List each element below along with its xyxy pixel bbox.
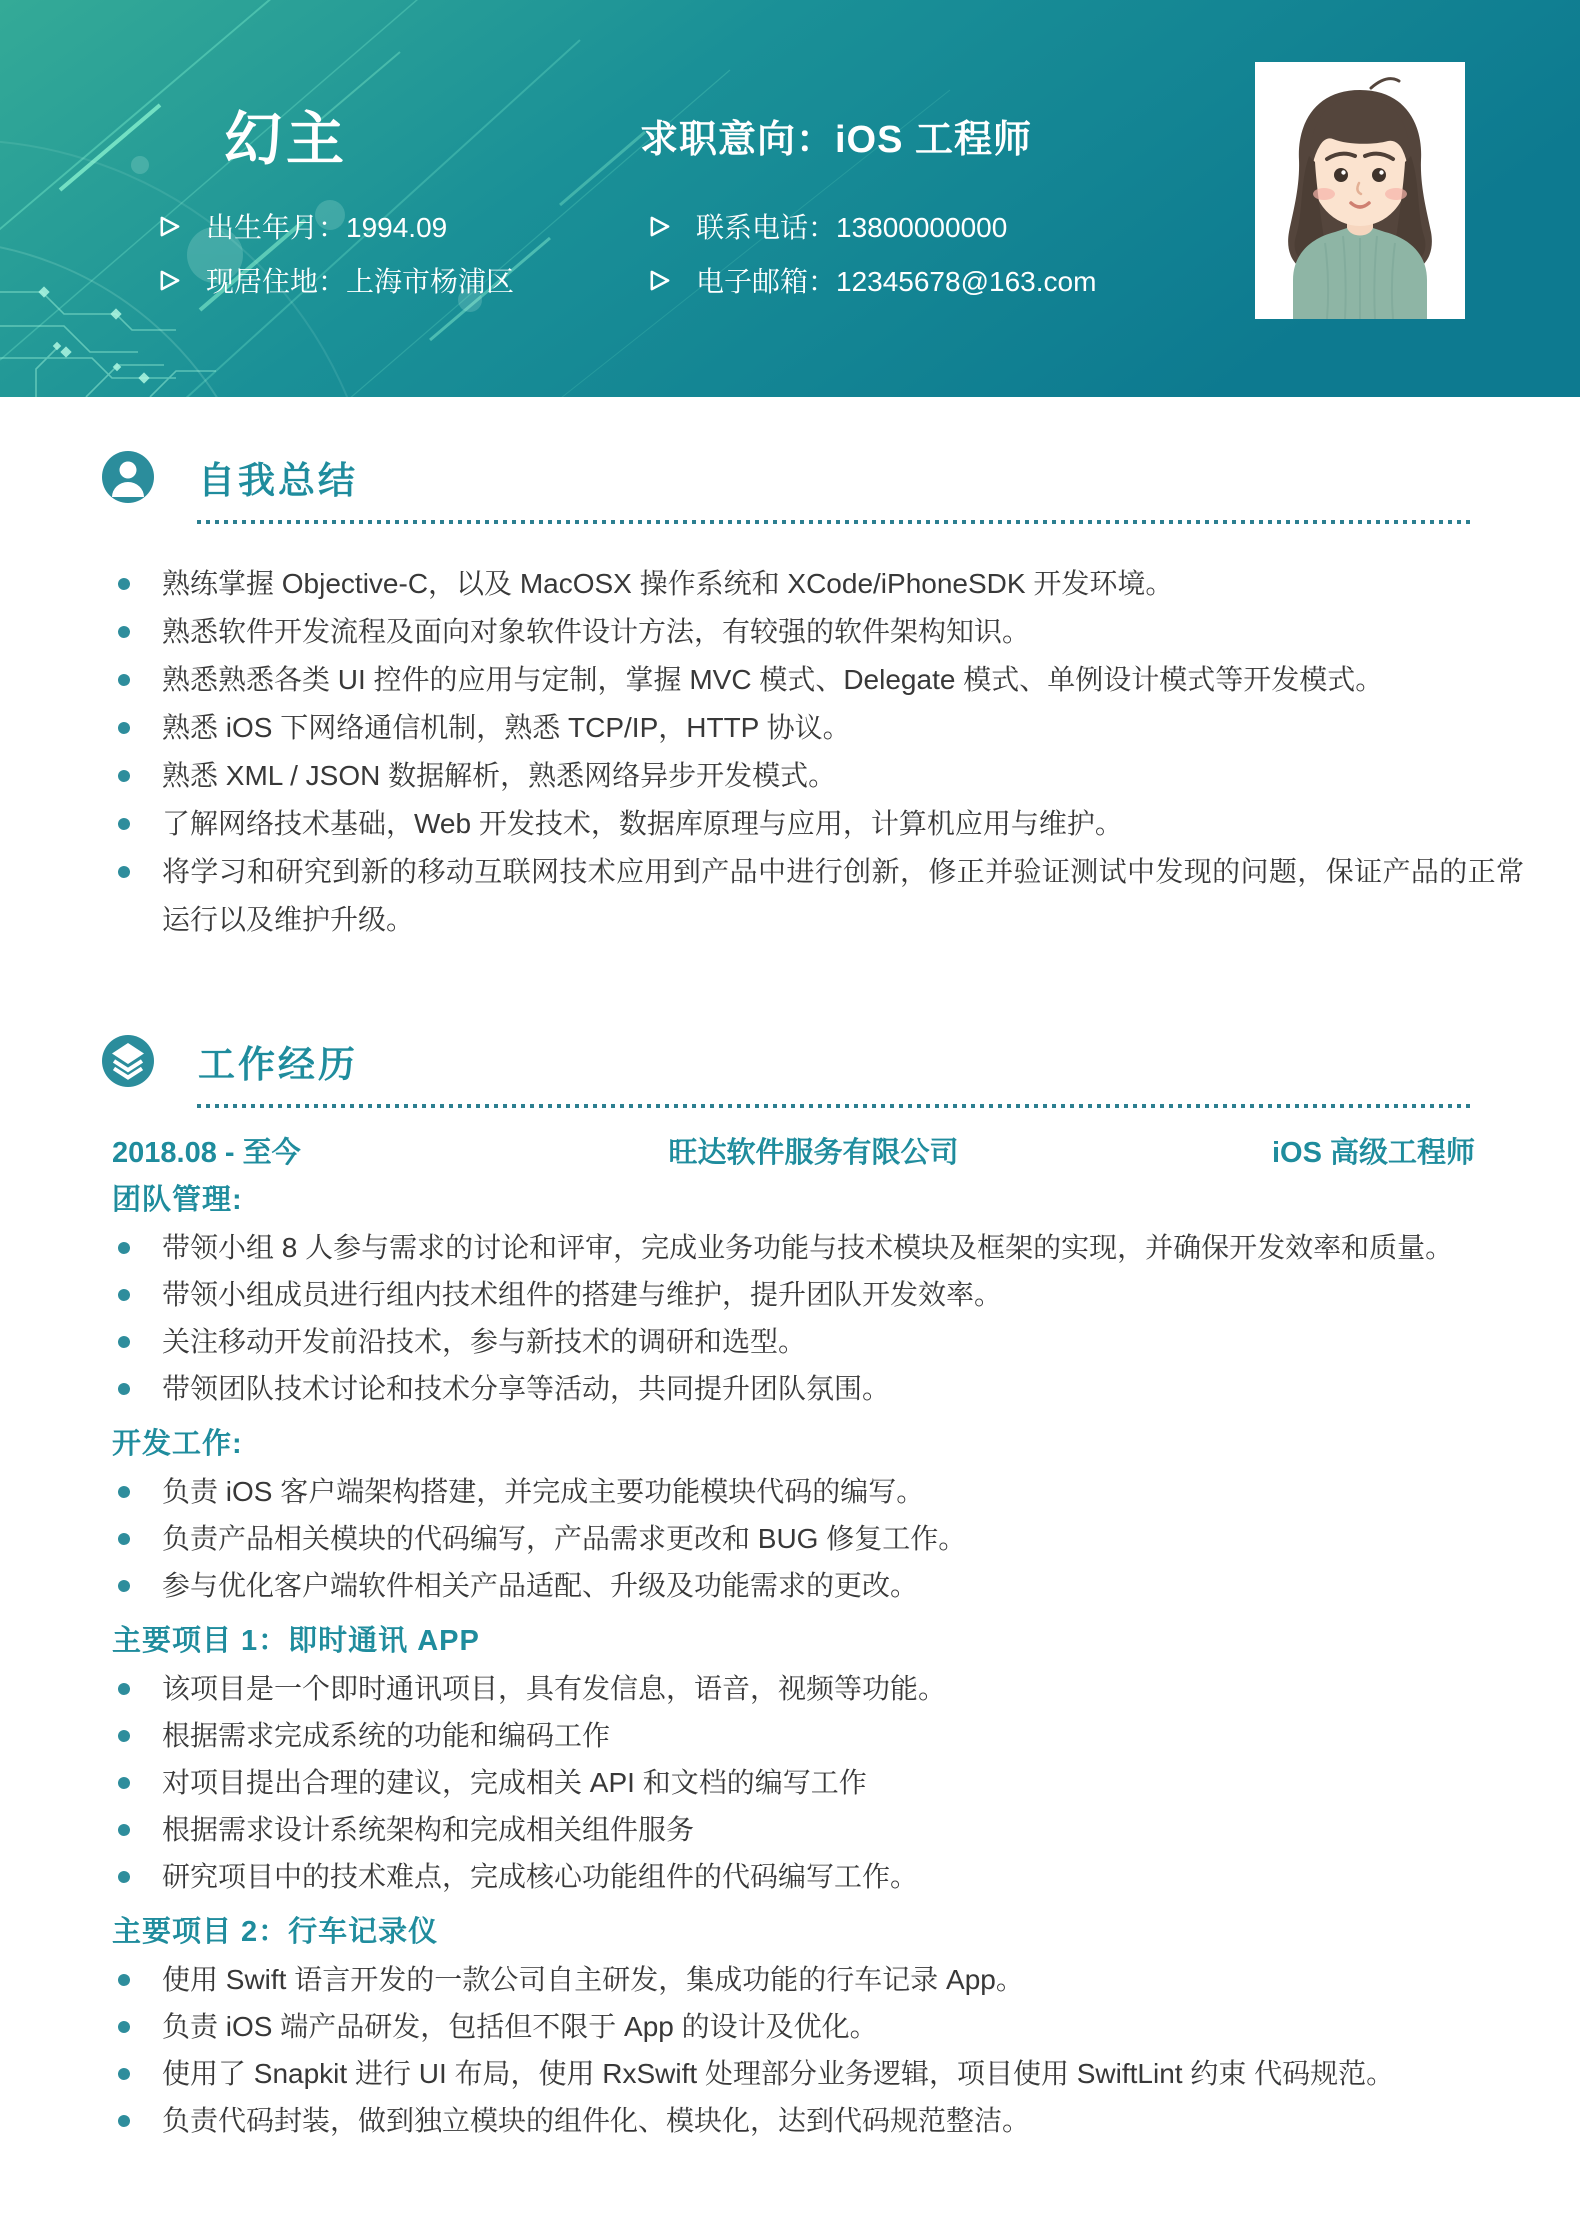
list-item: 将学习和研究到新的移动互联网技术应用到产品中进行创新，修正并验证测试中发现的问题，保证产品的正常运行以及维护升级。 bbox=[162, 848, 1524, 944]
info-item-phone bbox=[647, 206, 1096, 246]
list-item: 带领团队技术讨论和技术分享等活动，共同提升团队氛围。 bbox=[162, 1365, 1524, 1412]
list-item: 使用 Swift 语言开发的一款公司自主研发，集成功能的行车记录 App。 bbox=[162, 1956, 1524, 2003]
candidate-name: 幻主 bbox=[224, 107, 349, 172]
person-icon bbox=[102, 451, 154, 503]
list-item: 熟练掌握 Objective-C，以及 MacOSX 操作系统和 XCode/iPhoneSDK 开发环境。 bbox=[162, 560, 1524, 608]
project2-bullet-list bbox=[0, 1956, 1580, 2144]
dotted-divider bbox=[197, 520, 1470, 524]
arrow-right-icon bbox=[157, 268, 182, 293]
group-heading-project1: 主要项目 1：即时通讯 APP bbox=[112, 1625, 480, 1657]
contact-info bbox=[157, 206, 1096, 300]
info-text: 出生年月：1994.09 bbox=[206, 212, 448, 243]
avatar-illustration bbox=[1255, 62, 1465, 319]
work-meta-row bbox=[112, 1130, 1475, 1177]
list-item: 熟悉软件开发流程及面向对象软件设计方法，有较强的软件架构知识。 bbox=[162, 608, 1524, 656]
info-text: 联系电话：13800000000 bbox=[696, 212, 1008, 243]
list-item: 参与优化客户端软件相关产品适配、升级及功能需求的更改。 bbox=[162, 1562, 1524, 1609]
list-item: 根据需求完成系统的功能和编码工作 bbox=[162, 1712, 1524, 1759]
section-title: 自我总结 bbox=[198, 460, 358, 501]
dev-bullet-list bbox=[0, 1468, 1580, 1609]
list-item: 研究项目中的技术难点，完成核心功能组件的代码编写工作。 bbox=[162, 1853, 1524, 1900]
list-item: 负责 iOS 客户端架构搭建，并完成主要功能模块代码的编写。 bbox=[162, 1468, 1524, 1515]
list-item: 关注移动开发前沿技术，参与新技术的调研和选型。 bbox=[162, 1318, 1524, 1365]
profile-photo bbox=[1255, 62, 1465, 319]
work-period: 2018.08 - 至今 bbox=[112, 1137, 301, 1169]
list-item: 了解网络技术基础，Web 开发技术，数据库原理与应用，计算机应用与维护。 bbox=[162, 800, 1524, 848]
group-heading-dev: 开发工作: bbox=[112, 1428, 243, 1460]
info-text: 电子邮箱：12345678@163.com bbox=[696, 266, 1097, 297]
list-item: 对项目提出合理的建议，完成相关 API 和文档的编写工作 bbox=[162, 1759, 1524, 1806]
arrow-right-icon bbox=[647, 214, 672, 239]
list-item: 带领小组成员进行组内技术组件的搭建与维护，提升团队开发效率。 bbox=[162, 1271, 1524, 1318]
info-item-birth bbox=[157, 206, 647, 246]
work-section-head bbox=[102, 1034, 1580, 1088]
project1-bullet-list bbox=[0, 1665, 1580, 1900]
list-item: 该项目是一个即时通讯项目，具有发信息，语音，视频等功能。 bbox=[162, 1665, 1524, 1712]
layers-icon bbox=[102, 1035, 154, 1087]
arrow-right-icon bbox=[647, 268, 672, 293]
list-item: 熟悉 iOS 下网络通信机制，熟悉 TCP/IP，HTTP 协议。 bbox=[162, 704, 1524, 752]
list-item: 根据需求设计系统架构和完成相关组件服务 bbox=[162, 1806, 1524, 1853]
list-item: 使用了 Snapkit 进行 UI 布局，使用 RxSwift 处理部分业务逻辑，项目使用 SwiftLint 约束 代码规范。 bbox=[162, 2050, 1524, 2097]
work-section bbox=[0, 1034, 1580, 2144]
info-item-address bbox=[157, 260, 647, 300]
info-item-email bbox=[647, 260, 1096, 300]
list-item: 熟悉熟悉各类 UI 控件的应用与定制，掌握 MVC 模式、Delegate 模式、单例设计模式等开发模式。 bbox=[162, 656, 1524, 704]
header-banner bbox=[0, 0, 1580, 397]
summary-section-head bbox=[102, 450, 1580, 504]
info-text: 现居住地：上海市杨浦区 bbox=[206, 266, 515, 297]
summary-section bbox=[0, 450, 1580, 944]
summary-bullet-list bbox=[0, 560, 1580, 944]
list-item: 熟悉 XML / JSON 数据解析，熟悉网络异步开发模式。 bbox=[162, 752, 1524, 800]
list-item: 负责产品相关模块的代码编写，产品需求更改和 BUG 修复工作。 bbox=[162, 1515, 1524, 1562]
work-company: 旺达软件服务有限公司 bbox=[668, 1137, 959, 1169]
list-item: 负责代码封装，做到独立模块的组件化、模块化，达到代码规范整洁。 bbox=[162, 2097, 1524, 2144]
list-item: 带领小组 8 人参与需求的讨论和评审，完成业务功能与技术模块及框架的实现，并确保开发效率和质量。 bbox=[162, 1224, 1524, 1271]
section-title: 工作经历 bbox=[198, 1044, 358, 1085]
list-item: 负责 iOS 端产品研发，包括但不限于 App 的设计及优化。 bbox=[162, 2003, 1524, 2050]
job-intention: 求职意向：iOS 工程师 bbox=[640, 119, 1033, 161]
team-bullet-list bbox=[0, 1224, 1580, 1412]
group-heading-project2: 主要项目 2：行车记录仪 bbox=[112, 1916, 439, 1948]
arrow-right-icon bbox=[157, 214, 182, 239]
dotted-divider bbox=[197, 1104, 1470, 1108]
work-role: iOS 高级工程师 bbox=[1271, 1137, 1475, 1169]
group-heading-team: 团队管理: bbox=[112, 1184, 243, 1216]
